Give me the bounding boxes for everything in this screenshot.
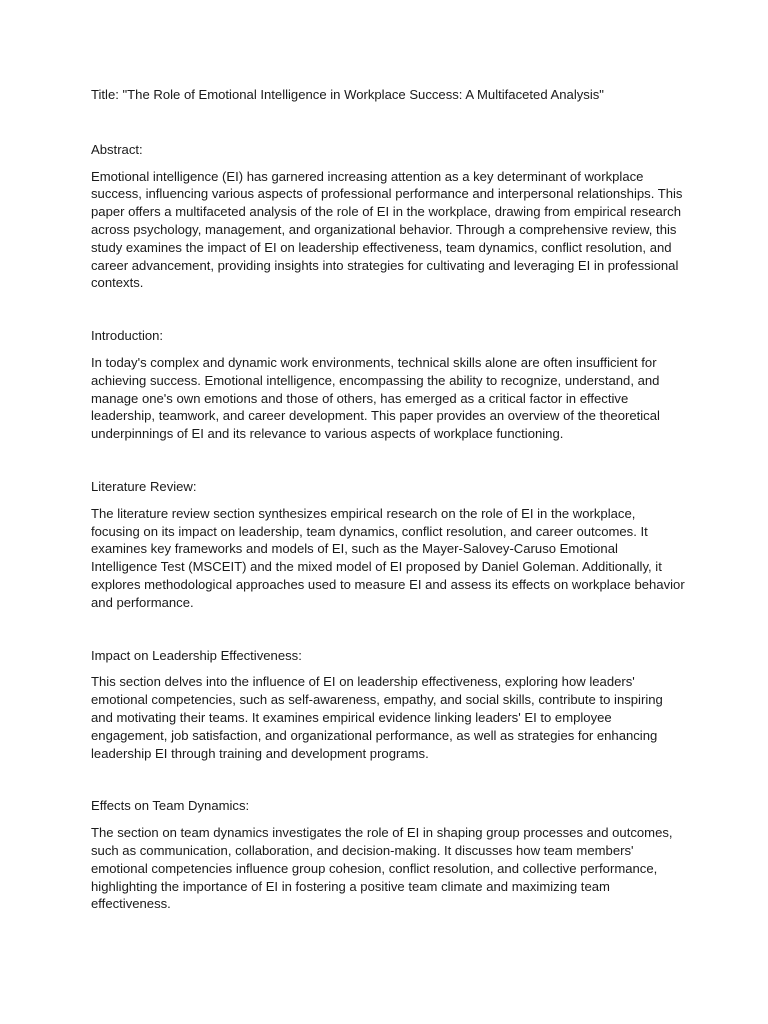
section-heading-introduction: Introduction: [91, 328, 164, 344]
section-body-leadership: This section delves into the influence of EI on leadership effectiveness, exploring how leaders' emotional competencies, such as self-awareness, empathy, and social skills, contribute to inspiring and motivating their teams. It examines empirical evidence linking leaders' EI to employee engagement, job satisfaction, and organizational performance, as well as strategies for enhancing leadership EI through training and development programs. [91, 674, 663, 761]
section-literature-review [91, 478, 685, 612]
section-body-introduction: In today's complex and dynamic work environments, technical skills alone are often insufficient for achieving success. Emotional intelligence, encompassing the ability to recognize, understand, and manage one's own emotions and those of others, has emerged as a critical factor in effective leadership, teamwork, and career development. This paper provides an overview of the theoretical underpinnings of EI and its relevance to various aspects of workplace functioning. [91, 354, 660, 442]
section-leadership [91, 647, 685, 763]
section-heading-literature-review: Literature Review: [91, 478, 197, 494]
section-team-dynamics [91, 797, 685, 913]
section-body-literature-review: The literature review section synthesizes empirical research on the role of EI in the workplace, focusing on its impact on leadership, team dynamics, conflict resolution, and career outcomes. It examines key frameworks and models of EI, such as the Mayer-Salovey-Caruso Emotional Intelligence Test (MSCEIT) and the mixed model of EI proposed by Daniel Goleman. Additionally, it explores methodological approaches used to measure EI and assess its effects on workplace behavior and performance. [91, 505, 685, 610]
section-heading-leadership: Impact on Leadership Effectiveness: [91, 647, 302, 663]
section-heading-abstract: Abstract: [91, 141, 143, 157]
document-title: Title: "The Role of Emotional Intelligence in Workplace Success: A Multifaceted Analysis" [91, 87, 604, 102]
section-body-team-dynamics: The section on team dynamics investigates the role of EI in shaping group processes and outcomes, such as communication, collaboration, and decision-making. It discusses how team members' emotional competencies influence group cohesion, conflict resolution, and collective performance, highlighting the importance of EI in fostering a positive team climate and maximizing team effectiveness. [91, 825, 673, 912]
section-heading-team-dynamics: Effects on Team Dynamics: [91, 798, 250, 814]
section-introduction [91, 327, 685, 443]
section-abstract [91, 141, 685, 292]
section-body-abstract: Emotional intelligence (EI) has garnered increasing attention as a key determinant of workplace success, influencing various aspects of professional performance and interpersonal relationships. This paper offers a multifaceted analysis of the role of EI in the workplace, drawing from empirical research across psychology, management, and organizational behavior. Through a comprehensive review, this study examines the impact of EI on leadership effectiveness, team dynamics, conflict resolution, and career advancement, providing insights into strategies for cultivating and leveraging EI in professional contexts. [91, 168, 683, 291]
document-content [91, 86, 685, 948]
